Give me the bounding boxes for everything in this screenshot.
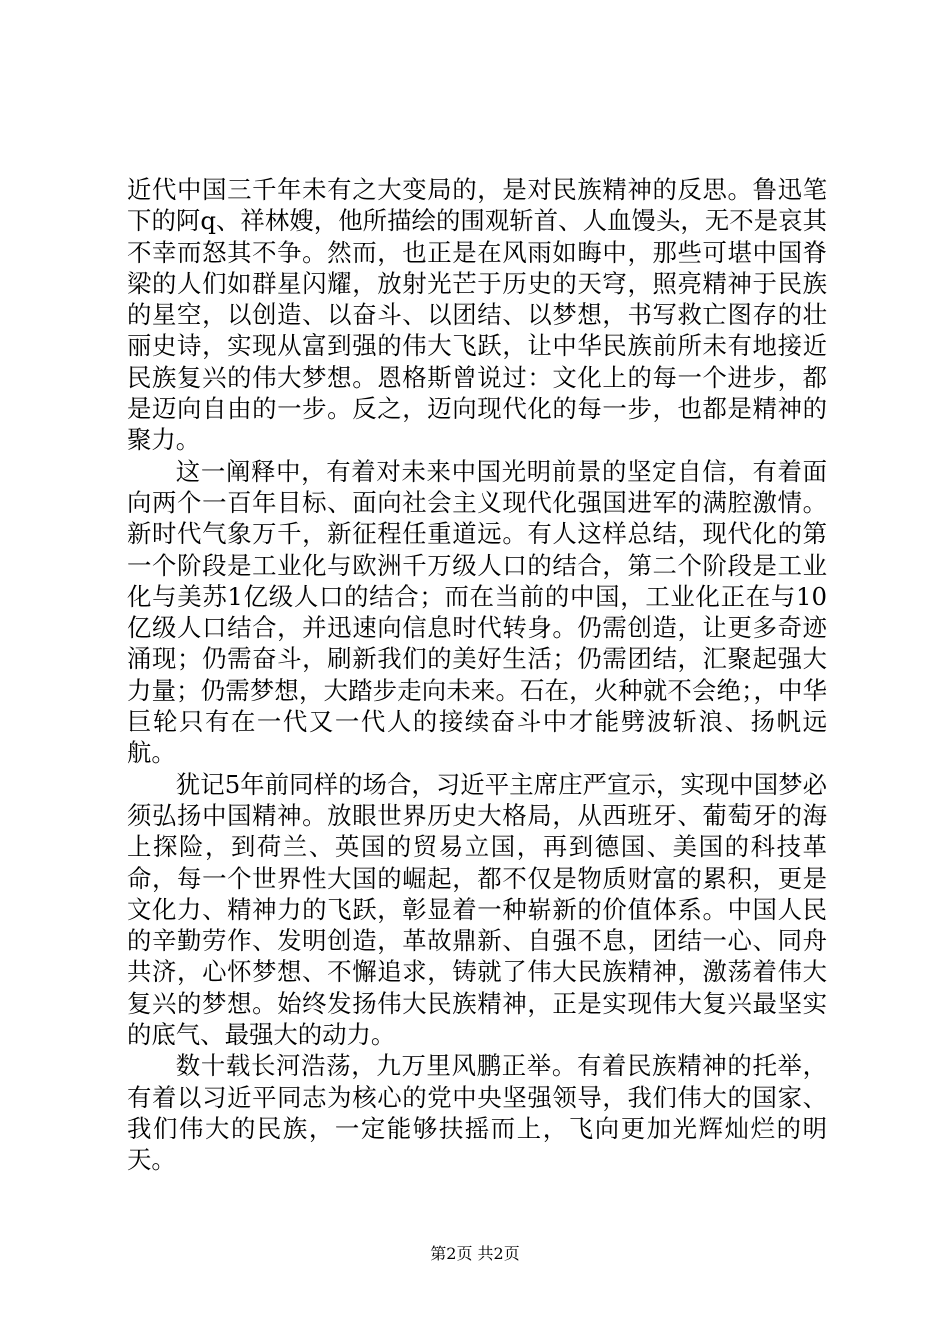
paragraph: 这一阐释中，有着对未来中国光明前景的坚定自信，有着面向两个一百年目标、面向社会主义现代化强国进军的满腔激情。新时代气象万千，新征程任重道远。有人这样总结，现代化的第一个阶段是工业化与欧洲千万级人口的结合，第二个阶段是工业化与美苏1亿级人口的结合；而在当前的中国，工业化正在与10亿级人口结合，并迅速向信息时代转身。仍需创造，让更多奇迹涌现；仍需奋斗，刷新我们的美好生活；仍需团结，汇聚起强大力量；仍需梦想，大踏步走向未来。石在，火种就不会绝；，中华巨轮只有在一代又一代人的接续奋斗中才能劈波斩浪、扬帆远航。: [127, 456, 827, 768]
paragraph: 数十载长河浩荡，九万里风鹏正举。有着民族精神的托举，有着以习近平同志为核心的党中央坚强领导，我们伟大的国家、我们伟大的民族，一定能够扶摇而上，飞向更加光辉灿烂的明天。: [127, 1051, 827, 1175]
document-body: [127, 174, 827, 1176]
paragraph-continued: 近代中国三千年未有之大变局的，是对民族精神的反思。鲁迅笔下的阿q、祥林嫂，他所描绘的围观斩首、人血馒头，无不是哀其不幸而怒其不争。然而，也正是在风雨如晦中，那些可堪中国脊梁的人们如群星闪耀，放射光芒于历史的天穹，照亮精神于民族的星空，以创造、以奋斗、以团结、以梦想，书写救亡图存的壮丽史诗，实现从富到强的伟大飞跃，让中华民族前所未有地接近民族复兴的伟大梦想。恩格斯曾说过：文化上的每一个进步，都是迈向自由的一步。反之，迈向现代化的每一步，也都是精神的聚力。: [127, 175, 827, 455]
page-footer: 第2页 共2页: [430, 1244, 520, 1263]
paragraph: 犹记5年前同样的场合，习近平主席庄严宣示，实现中国梦必须弘扬中国精神。放眼世界历史大格局，从西班牙、葡萄牙的海上探险，到荷兰、英国的贸易立国，再到德国、美国的科技革命，每一个世界性大国的崛起，都不仅是物质财富的累积，更是文化力、精神力的飞跃，彰显着一种崭新的价值体系。中国人民的辛勤劳作、发明创造，革故鼎新、自强不息，团结一心、同舟共济，心怀梦想、不懈追求，铸就了伟大民族精神，激荡着伟大复兴的梦想。始终发扬伟大民族精神，正是实现伟大复兴最坚实的底气、最强大的动力。: [127, 769, 827, 1050]
